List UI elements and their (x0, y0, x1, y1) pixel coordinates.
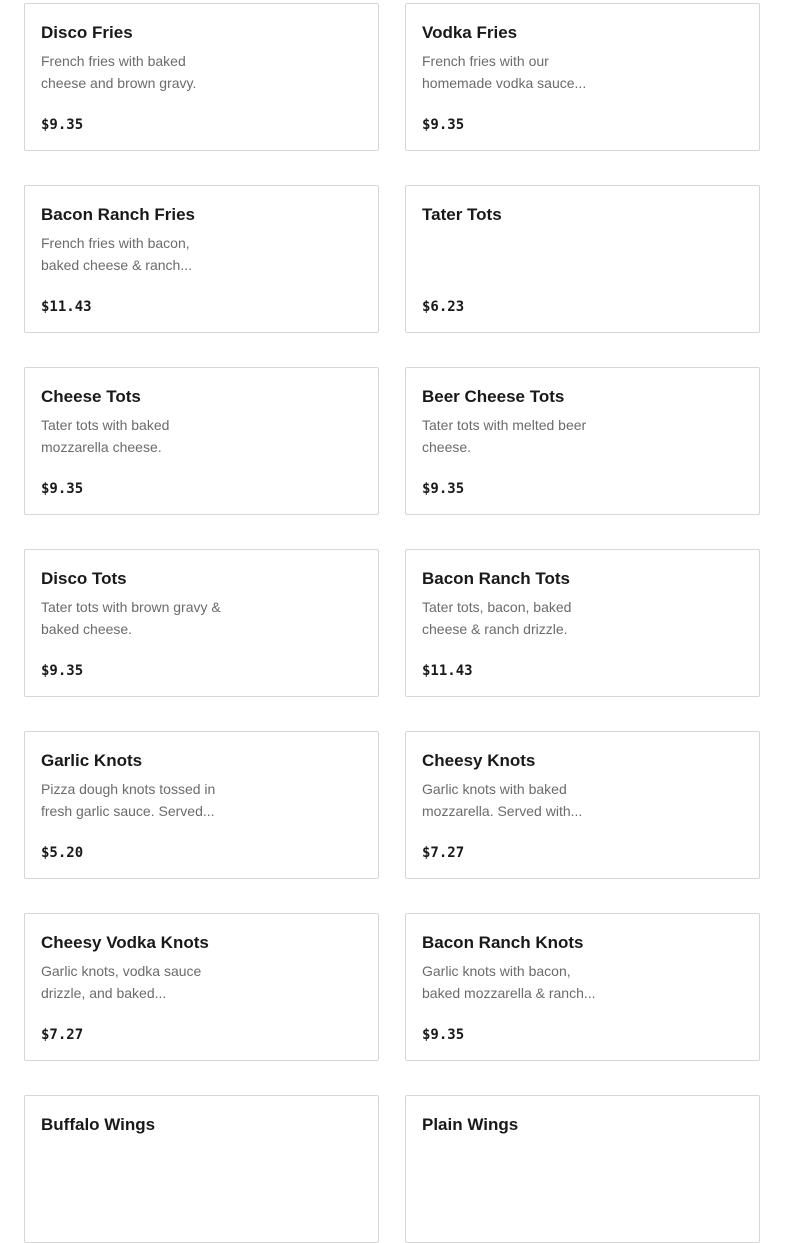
item-description: Tater tots with brown gravy & baked cheese. (41, 599, 221, 637)
menu-item-card[interactable] (24, 3, 379, 151)
item-name: Buffalo Wings (41, 1115, 156, 1134)
menu-item-card[interactable] (24, 185, 379, 333)
item-description: French fries with our homemade vodka sauce... (422, 53, 587, 91)
menu-item-card[interactable] (24, 549, 379, 697)
item-name: Vodka Fries (422, 23, 518, 42)
item-description: French fries with bacon, baked cheese & ranch... (41, 235, 192, 273)
menu-item-card[interactable] (24, 1095, 379, 1243)
item-name: Plain Wings (422, 1115, 519, 1134)
menu-item-card[interactable] (405, 913, 760, 1061)
item-name: Disco Tots (41, 569, 127, 588)
item-description: Tater tots with melted beer cheese. (422, 417, 587, 455)
item-price: $9.35 (41, 481, 84, 497)
menu-item-card[interactable] (24, 367, 379, 515)
item-name: Bacon Ranch Tots (422, 569, 570, 588)
item-price: $6.23 (422, 299, 465, 315)
item-price: $11.43 (41, 299, 92, 315)
item-name: Cheesy Knots (422, 751, 536, 770)
item-price: $9.35 (41, 117, 84, 133)
menu-item-card[interactable] (405, 1095, 760, 1243)
item-description: French fries with baked cheese and brown gravy. (41, 53, 197, 91)
item-price: $9.35 (422, 1027, 465, 1043)
item-name: Garlic Knots (41, 751, 143, 770)
item-description: Tater tots, bacon, baked cheese & ranch drizzle. (422, 599, 572, 637)
menu-item-card[interactable] (405, 185, 760, 333)
item-price: $7.27 (41, 1027, 84, 1043)
item-description: Garlic knots with bacon, baked mozzarella & ranch... (422, 963, 596, 1001)
item-name: Cheese Tots (41, 387, 141, 406)
item-name: Disco Fries (41, 23, 133, 42)
item-description: Garlic knots with baked mozzarella. Served with... (422, 781, 583, 819)
item-name: Tater Tots (422, 205, 502, 224)
item-description: Tater tots with baked mozzarella cheese. (41, 417, 170, 455)
menu-item-card[interactable] (405, 731, 760, 879)
item-price: $7.27 (422, 845, 465, 861)
item-description: Garlic knots, vodka sauce drizzle, and baked... (41, 963, 202, 1001)
item-name: Bacon Ranch Knots (422, 933, 584, 952)
menu-item-card[interactable] (405, 367, 760, 515)
item-name: Bacon Ranch Fries (41, 205, 195, 224)
menu-item-card[interactable] (405, 3, 760, 151)
item-price: $9.35 (422, 481, 465, 497)
item-price: $11.43 (422, 663, 473, 679)
menu-item-card[interactable] (24, 731, 379, 879)
menu-item-card[interactable] (405, 549, 760, 697)
item-description: Pizza dough knots tossed in fresh garlic sauce. Served... (41, 781, 216, 819)
item-price: $9.35 (422, 117, 465, 133)
item-price: $5.20 (41, 845, 84, 861)
item-name: Beer Cheese Tots (422, 387, 565, 406)
item-price: $9.35 (41, 663, 84, 679)
menu-item-card[interactable] (24, 913, 379, 1061)
item-name: Cheesy Vodka Knots (41, 933, 209, 952)
